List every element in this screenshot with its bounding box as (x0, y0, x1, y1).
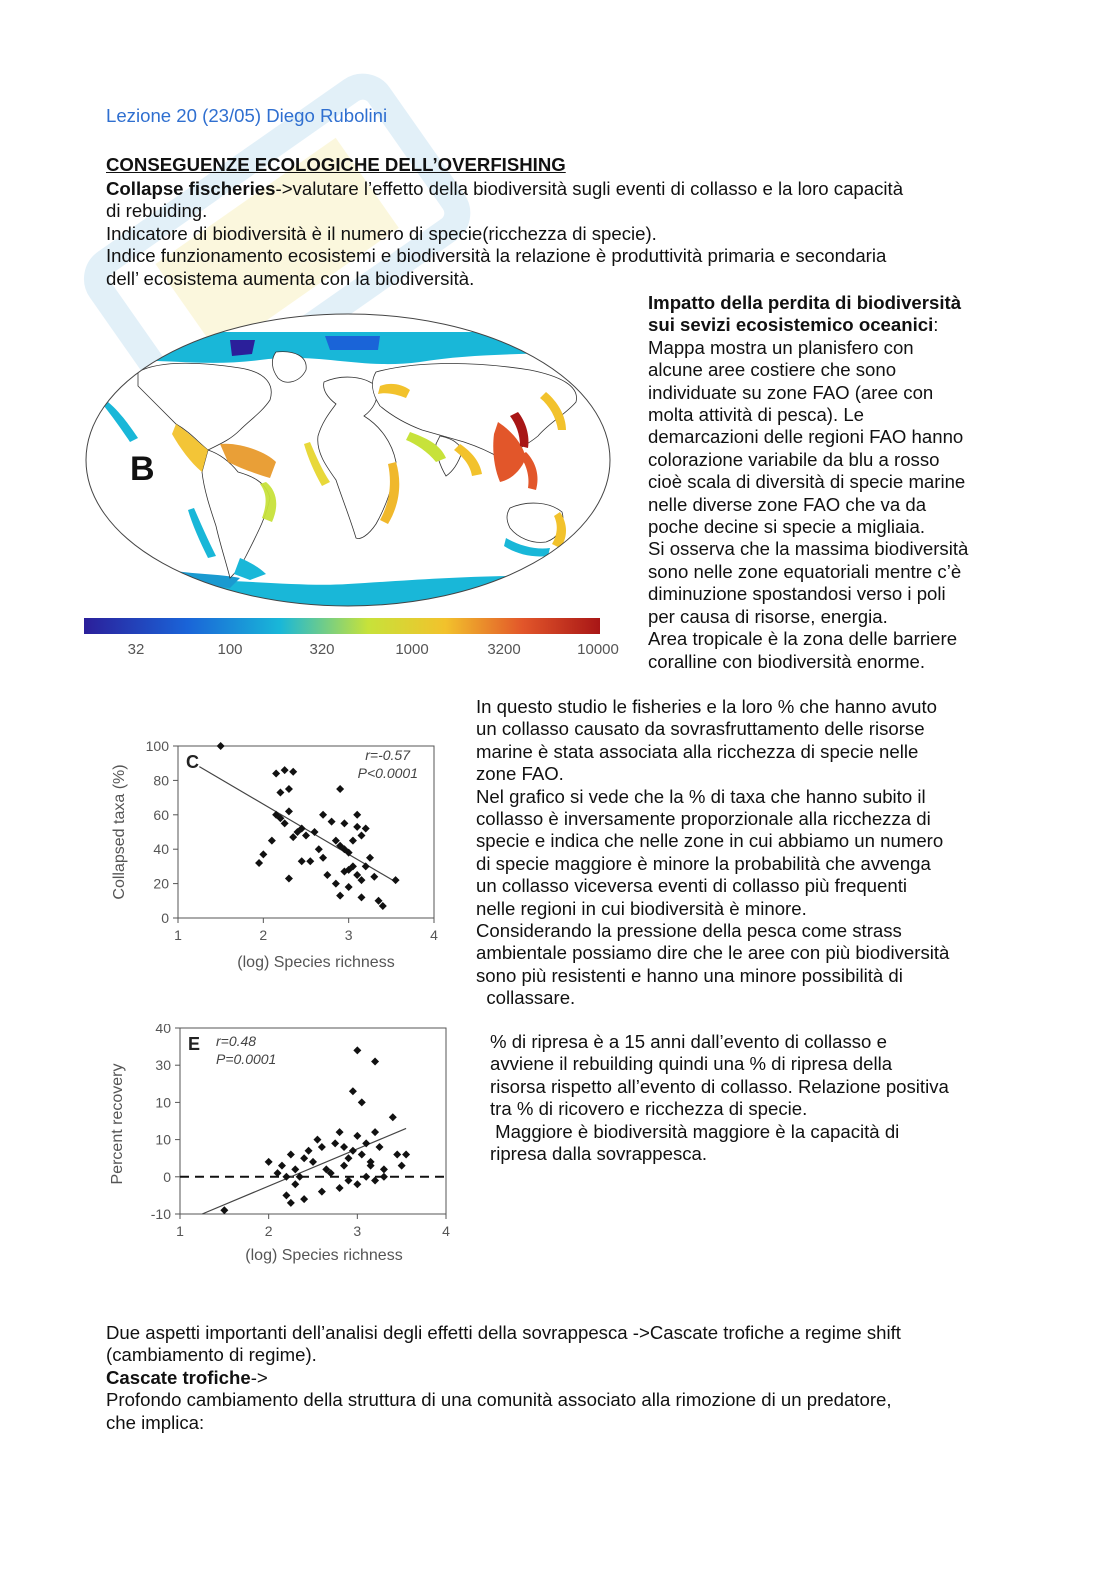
y-tick-label: 0 (161, 910, 169, 926)
data-point (276, 788, 284, 796)
y-tick-label: 30 (155, 1057, 171, 1074)
map-description-line: per causa di risorse, energia. (648, 605, 888, 627)
data-point (278, 1162, 286, 1170)
map-description-line: molta attività di pesca). Le (648, 404, 864, 426)
chart-c-text-line: marine è stata associata alla ricchezza di specie nelle (476, 740, 919, 762)
data-point (309, 1158, 317, 1166)
y-tick-label: 60 (153, 806, 169, 823)
data-point (389, 1113, 397, 1121)
data-point (353, 1180, 361, 1188)
map-description-line: Area tropicale è la zona delle barriere (648, 628, 958, 650)
data-point (315, 845, 323, 853)
color-scale-bar (84, 618, 600, 634)
footer-line1: Due aspetti importanti dell’analisi degli effetti della sovrappesca ->Cascate trofiche a regime shift (106, 1322, 901, 1343)
x-axis-label: (log) Species richness (245, 1247, 403, 1264)
data-point (318, 1143, 326, 1151)
map-description-line: coralline con biodiversità enorme. (648, 650, 925, 672)
chart-c-text-line: sono più resistenti e hanno una minore possibilità di (476, 964, 903, 986)
data-point (340, 1162, 348, 1170)
p-value: P=0.0001 (216, 1051, 277, 1067)
y-tick-label: 10 (155, 1131, 171, 1148)
data-point (340, 1143, 348, 1151)
data-point (398, 1162, 406, 1170)
data-point (362, 1173, 370, 1181)
data-point (305, 1147, 313, 1155)
map-description-line: demarcazioni delle regioni FAO hanno (648, 426, 964, 448)
data-point (340, 819, 348, 827)
data-point (344, 1154, 352, 1162)
data-point (358, 1150, 366, 1158)
y-tick-label: 20 (153, 875, 169, 892)
data-point (318, 1188, 326, 1196)
chart-collapsed-taxa (104, 738, 454, 976)
data-point (357, 831, 365, 839)
chart-c-text-line: zone FAO. (476, 763, 564, 785)
lecture-header: Lezione 20 (23/05) Diego Rubolini (106, 105, 388, 126)
map-description-line: poche decine si specie a migliaia. (648, 516, 925, 538)
map-description-line: nelle diverse zone FAO che va da (648, 493, 927, 515)
x-tick-label: 3 (344, 927, 353, 943)
panel-label: C (186, 752, 199, 772)
scale-tick-label: 10000 (577, 641, 619, 658)
chart-e-text-line: risorsa rispetto all’evento di collasso. Relazione positiva (490, 1075, 949, 1097)
intro-text2: di rebuiding. (106, 200, 208, 222)
map-heading-colon: : (933, 314, 939, 336)
map-heading-2: sui sevizi ecosistemico oceanici (648, 314, 934, 336)
data-point (362, 862, 370, 870)
chart-e-text-line: tra % di ricovero e ricchezza di specie. (490, 1098, 808, 1120)
chart-c-description (476, 696, 1016, 1010)
data-point (311, 828, 319, 836)
data-point (291, 1165, 299, 1173)
intro-text1: ->valutare l’effetto della biodiversità sugli eventi di collasso e la loro capacità (275, 178, 904, 199)
footer-paragraph (106, 1322, 1006, 1434)
data-point (353, 1046, 361, 1054)
chart-c-text-line: collassare. (476, 987, 576, 1009)
y-tick-label: 80 (153, 772, 169, 789)
section-title: CONSEGUENZE ECOLOGICHE DELL’OVERFISHING (106, 154, 566, 175)
x-tick-label: 3 (353, 1223, 362, 1239)
data-point (265, 1158, 273, 1166)
intro-paragraph (106, 178, 1006, 290)
data-point (380, 1165, 388, 1173)
data-point (366, 854, 374, 862)
intro-line3: Indicatore di biodiversità è il numero di specie(ricchezza di specie). (106, 222, 657, 244)
scale-tick-label: 1000 (395, 641, 429, 658)
data-point (376, 1143, 384, 1151)
data-point (268, 837, 276, 845)
chart-c-text-line: specie e indica che nelle zone in cui abbiamo un numero (476, 830, 944, 852)
scale-tick-label: 32 (127, 641, 145, 658)
data-point (285, 785, 293, 793)
scale-tick-label: 3200 (487, 641, 521, 658)
data-point (357, 893, 365, 901)
y-tick-label: 0 (163, 1168, 171, 1185)
map-description-line: Mappa mostra un planisfero con (648, 336, 914, 358)
correlation-r: r=0.48 (216, 1033, 257, 1049)
map-description-line: alcune aree costiere che sono (648, 359, 897, 381)
x-tick-label: 1 (174, 927, 182, 943)
scale-tick-label: 320 (309, 641, 335, 658)
intro-line5: dell’ ecosistema aumenta con la biodiversità. (106, 267, 475, 289)
data-point (349, 1087, 357, 1095)
data-point (287, 1199, 295, 1207)
footer-arrow: -> (250, 1366, 268, 1388)
footer-bold: Cascate trofiche (106, 1366, 251, 1388)
x-tick-label: 2 (259, 927, 268, 943)
data-point (331, 1139, 339, 1147)
y-tick-label: 10 (155, 1094, 171, 1111)
map-panel-label: B (130, 450, 155, 488)
chart-c-text-line: ambientale possiamo dire che le aree con più biodiversità (476, 942, 950, 964)
map-description-line: Si osserva che la massima biodiversità (648, 538, 969, 560)
map-heading-1: Impatto della perdita di biodiversità (648, 292, 962, 313)
data-point (285, 807, 293, 815)
map-description-line: diminuzione spostandosi verso i poli (648, 583, 946, 605)
chart-c-text-line: di specie maggiore è minore la probabilità che avvenga (476, 852, 931, 874)
chart-c-text-line: un collasso causato da sovrasfruttamento delle risorse (476, 718, 925, 740)
data-point (272, 770, 280, 778)
data-point (255, 859, 263, 867)
x-tick-label: 4 (442, 1223, 450, 1239)
data-point (353, 1132, 361, 1140)
data-point (319, 854, 327, 862)
data-point (336, 1184, 344, 1192)
y-tick-label: 40 (153, 841, 169, 858)
data-point (362, 825, 370, 833)
data-point (336, 892, 344, 900)
data-point (336, 1128, 344, 1136)
y-axis-label: Percent recovery (109, 1063, 126, 1185)
footer-line5: che implica: (106, 1411, 205, 1433)
data-point (319, 811, 327, 819)
data-point (282, 1191, 290, 1199)
y-axis-label: Collapsed taxa (%) (111, 764, 128, 900)
data-point (285, 874, 293, 882)
data-point (300, 1195, 308, 1203)
map-description-line: sono nelle zone equatoriali mentre c’è (648, 560, 962, 582)
data-point (300, 1154, 308, 1162)
chart-e-text-line: avviene il rebuilding quindi una % di ripresa della (490, 1053, 893, 1075)
data-point (328, 818, 336, 826)
y-tick-label: 40 (155, 1024, 171, 1036)
x-tick-label: 2 (264, 1223, 273, 1239)
fao-biodiversity-map (80, 312, 628, 662)
data-point (371, 1128, 379, 1136)
data-point (353, 823, 361, 831)
chart-c-text-line: Considerando la pressione della pesca come strass (476, 920, 902, 942)
data-point (392, 876, 400, 884)
x-tick-label: 4 (430, 927, 438, 943)
intro-bold: Collapse fischeries (106, 178, 276, 199)
data-point (217, 742, 225, 750)
scale-tick-label: 100 (217, 641, 243, 658)
data-point (336, 785, 344, 793)
data-point (287, 1150, 295, 1158)
data-point (349, 1147, 357, 1155)
data-point (291, 1180, 299, 1188)
chart-c-text-line: collasso è inversamente proporzionale alla ricchezza di (476, 808, 931, 830)
p-value: P<0.0001 (357, 765, 418, 781)
intro-line4: Indice funzionamento ecosistemi e biodiversità la relazione è produttività primaria e secondaria (106, 245, 887, 267)
data-point (345, 883, 353, 891)
data-point (220, 1206, 228, 1214)
data-point (259, 850, 267, 858)
map-description-line: colorazione variabile da blu a rosso (648, 448, 940, 470)
chart-e-text-line: ripresa dalla sovrappesca. (490, 1143, 708, 1165)
map-description-line: cioè scala di diversità di specie marine (648, 471, 966, 493)
x-axis-label: (log) Species richness (237, 954, 395, 971)
data-point (298, 857, 306, 865)
footer-line4: Profondo cambiamento della struttura di una comunità associato alla rimozione di un predatore, (106, 1389, 892, 1411)
data-point (393, 1150, 401, 1158)
correlation-r: r=-0.57 (365, 747, 410, 763)
data-point (332, 880, 340, 888)
panel-label: E (188, 1034, 201, 1054)
data-point (353, 811, 361, 819)
data-point (289, 768, 297, 776)
data-point (306, 857, 314, 865)
chart-e-text-line: Maggiore è biodiversità maggiore è la capacità di (490, 1120, 900, 1142)
map-description-line: individuate su zone FAO (aree con (648, 381, 934, 403)
chart-c-text-line: nelle regioni in cui biodiversità è minore. (476, 897, 807, 919)
x-tick-label: 1 (176, 1223, 184, 1239)
data-point (313, 1136, 321, 1144)
data-point (323, 871, 331, 879)
data-point (281, 766, 289, 774)
data-point (349, 837, 357, 845)
y-tick-label: -10 (150, 1206, 171, 1222)
map-description (648, 292, 1108, 673)
data-point (302, 831, 310, 839)
chart-c-text-line: In questo studio le fisheries e la loro % che hanno avuto (476, 696, 938, 717)
data-point (380, 1173, 388, 1181)
footer-line2: (cambiamento di regime). (106, 1344, 317, 1366)
chart-e-description (490, 1031, 1020, 1165)
data-point (370, 873, 378, 881)
data-point (358, 1098, 366, 1106)
chart-c-text-line: un collasso viceversa eventi di collasso più frequenti (476, 875, 907, 897)
chart-percent-recovery (104, 1024, 460, 1268)
chart-c-text-line: Nel grafico si vede che la % di taxa che hanno subito il (476, 785, 926, 807)
data-point (402, 1150, 410, 1158)
chart-e-text-line: % di ripresa è a 15 anni dall’evento di collasso e (490, 1031, 887, 1052)
data-point (371, 1057, 379, 1065)
y-tick-label: 100 (145, 738, 169, 754)
